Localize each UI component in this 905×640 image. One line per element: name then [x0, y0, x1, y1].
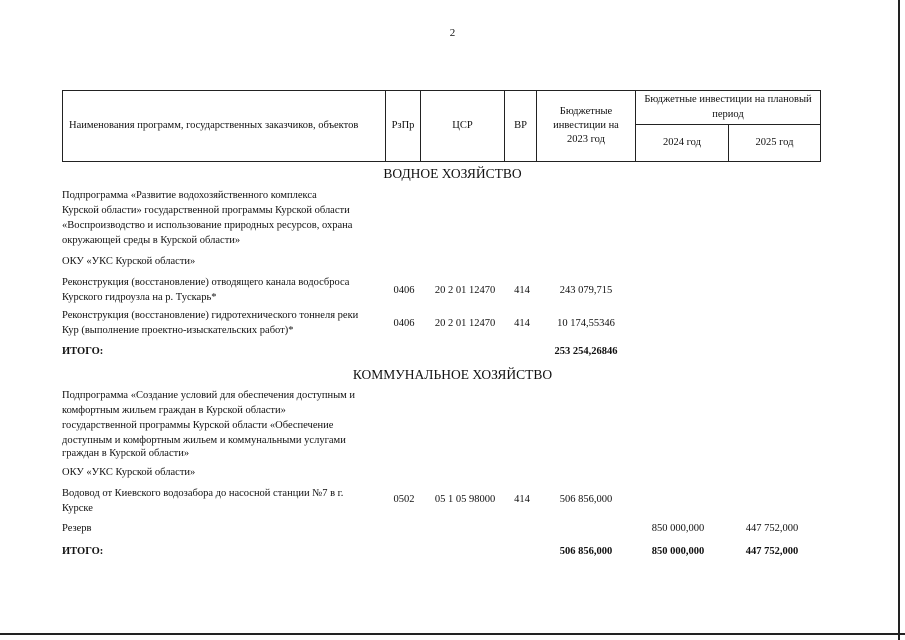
header-plan-period: Бюджетные инвестиции на плановый период	[635, 90, 821, 125]
row-name-line: Водовод от Киевского водозабора до насосной станции №7 в г.	[62, 488, 344, 499]
row-csr: 20 2 01 12470	[434, 318, 496, 329]
program-text-line: комфортным жильем граждан в Курской области»	[62, 405, 286, 416]
row-value-2023: 243 079,715	[559, 285, 613, 296]
total-value-2023: 253 254,26846	[554, 346, 618, 357]
header-investments-2023: Бюджетные инвестиции на 2023 год	[536, 90, 636, 162]
customer-label: ОКУ «УКС Курской области»	[62, 256, 196, 267]
program-text-line: граждан в Курской области»	[62, 448, 190, 459]
program-text-line: окружающей среды в Курской области»	[62, 235, 241, 246]
table-header	[62, 90, 821, 162]
total-label: ИТОГО:	[62, 346, 104, 357]
page-number: 2	[449, 27, 456, 39]
program-text-line: государственной программы Курской области «Обеспечение	[62, 420, 334, 431]
header-name: Наименования программ, государственных заказчиков, объектов	[62, 90, 386, 162]
row-name-line: Реконструкция (восстановление) гидротехнического тоннеля реки	[62, 310, 359, 321]
program-text-line: «Воспроизводство и использование природных ресурсов, охрана	[62, 220, 353, 231]
header-2024: 2024 год	[635, 124, 729, 162]
page-edge-right	[898, 0, 900, 640]
row-value-2023: 506 856,000	[559, 494, 613, 505]
program-text-line: доступным и комфортным жильем и коммунальными услугами	[62, 435, 346, 446]
total-value-2024: 850 000,000	[651, 546, 705, 557]
row-name-line: Курского гидроузла на р. Тускарь*	[62, 292, 217, 303]
row-rzpr: 0502	[393, 494, 415, 505]
reserve-value-2024: 850 000,000	[651, 523, 705, 534]
row-rzpr: 0406	[393, 285, 415, 296]
row-csr: 20 2 01 12470	[434, 285, 496, 296]
page-edge-bottom	[0, 633, 905, 635]
row-csr: 05 1 05 98000	[434, 494, 496, 505]
total-label: ИТОГО:	[62, 546, 104, 557]
customer-label: ОКУ «УКС Курской области»	[62, 467, 196, 478]
header-csr: ЦСР	[420, 90, 505, 162]
reserve-label: Резерв	[62, 523, 92, 534]
section-title-water: ВОДНОЕ ХОЗЯЙСТВО	[383, 166, 522, 181]
row-vr: 414	[514, 285, 530, 296]
row-name-line: Курске	[62, 503, 93, 514]
program-text-line: Подпрограмма «Создание условий для обеспечения доступным и	[62, 390, 356, 401]
header-vr: ВР	[504, 90, 537, 162]
program-text-line: Подпрограмма «Развитие водохозяйственного комплекса	[62, 190, 317, 201]
row-name-line: Кур (выполнение проектно-изыскательских работ)*	[62, 325, 294, 336]
header-2025: 2025 год	[728, 124, 821, 162]
section-title-communal: КОММУНАЛЬНОЕ ХОЗЯЙСТВО	[352, 367, 553, 382]
row-vr: 414	[514, 494, 530, 505]
program-text-line: Курской области» государственной программы Курской области	[62, 205, 350, 216]
row-rzpr: 0406	[393, 318, 415, 329]
reserve-value-2025: 447 752,000	[745, 523, 799, 534]
row-name-line: Реконструкция (восстановление) отводящего канала водосброса	[62, 277, 350, 288]
total-value-2025: 447 752,000	[745, 546, 799, 557]
row-vr: 414	[514, 318, 530, 329]
row-value-2023: 10 174,55346	[557, 318, 615, 329]
total-value-2023: 506 856,000	[559, 546, 613, 557]
header-rzpr: РзПр	[385, 90, 421, 162]
